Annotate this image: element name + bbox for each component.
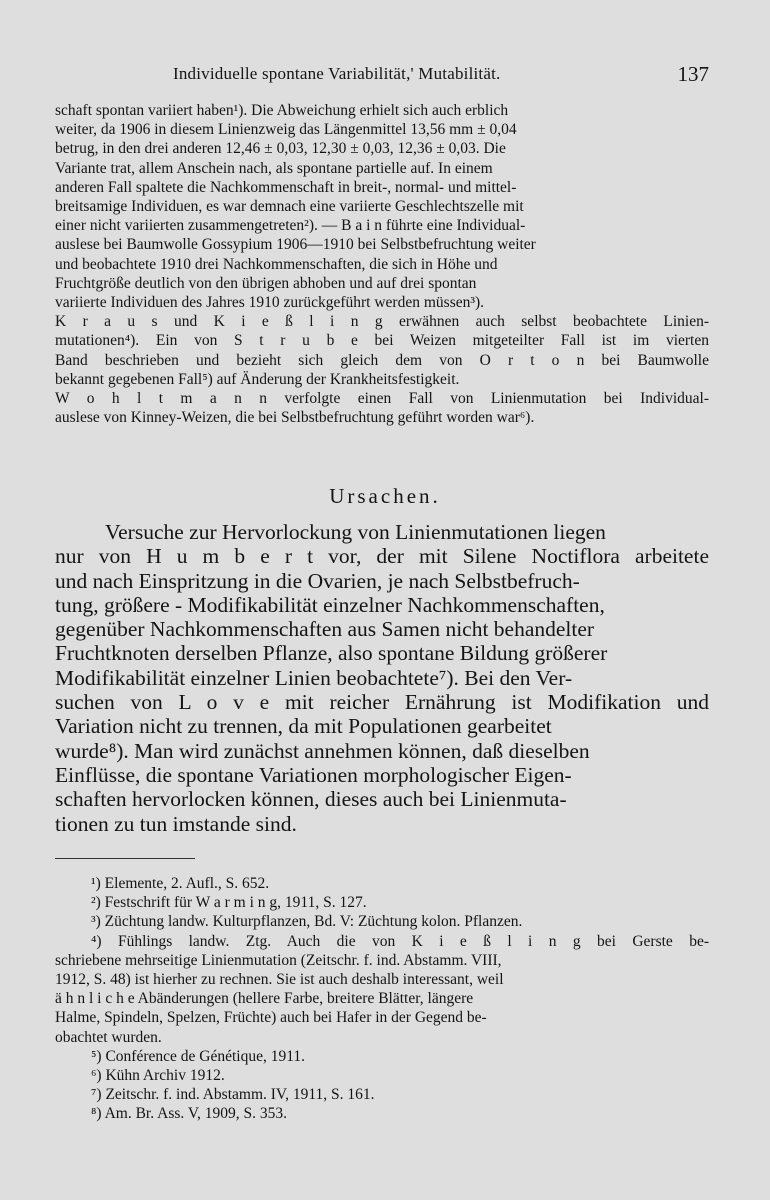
text-line: Variation nicht zu trennen, da mit Populationen gearbeitet xyxy=(55,714,552,739)
text-line: mutationen⁴). Ein von S t r u b e bei Weizen mitgeteilter Fall ist im vierten xyxy=(55,332,709,350)
text-line: Fruchtgröße deutlich von den übrigen abhoben und auf drei spontan xyxy=(55,274,477,292)
footnote-line: ⁸) Am. Br. Ass. V, 1909, S. 353. xyxy=(91,1105,288,1123)
text-line: Band beschrieben und bezieht sich gleich dem von O r t o n bei Baumwolle xyxy=(55,351,709,369)
footnote-line: 1912, S. 48) ist hierher zu rechnen. Sie ist auch deshalb interessant, weil xyxy=(55,971,504,989)
text-line: Einflüsse, die spontane Variationen morphologischer Eigen- xyxy=(55,762,572,787)
text-line: und nach Einspritzung in die Ovarien, je nach Selbstbefruch- xyxy=(55,568,580,593)
page-number: 137 xyxy=(677,62,709,86)
text-line: gegenüber Nachkommenschaften aus Samen nicht behandelter xyxy=(55,617,595,642)
text-line: Variante trat, allem Anschein nach, als spontane partielle auf. In einem xyxy=(55,159,493,177)
text-line: Versuche zur Hervorlockung von Linienmutationen liegen xyxy=(105,520,606,544)
text-line: suchen von L o v e mit reicher Ernährung ist Modifikation und xyxy=(55,690,709,715)
text-line: nur von H u m b e r t vor, der mit Silene Noctiflora arbeitete xyxy=(55,544,709,569)
text-line: Fruchtknoten derselben Pflanze, also spontane Bildung größerer xyxy=(55,641,608,666)
footnote-line: ³) Züchtung landw. Kulturpflanzen, Bd. V: Züchtung kolon. Pflanzen. xyxy=(91,913,523,931)
text-line: auslese von Kinney-Weizen, die bei Selbstbefruchtung geführt worden war⁶). xyxy=(55,409,535,427)
text-line: tung, größere - Modifikabilität einzelner Nachkommenschaften, xyxy=(55,592,605,617)
text-line: weiter, da 1906 in diesem Linienzweig das Längenmittel 13,56 mm ± 0,04 xyxy=(55,121,517,139)
footnote-line: Halme, Spindeln, Spelzen, Früchte) auch bei Hafer in der Gegend be- xyxy=(55,1009,487,1027)
text-line: betrug, in den drei anderen 12,46 ± 0,03, 12,30 ± 0,03, 12,36 ± 0,03. Die xyxy=(55,140,506,158)
text-line: schaften hervorlocken können, dieses auch bei Linienmuta- xyxy=(55,787,567,812)
section-heading: Ursachen. xyxy=(329,484,441,508)
text-line: schaft spontan variiert haben¹). Die Abweichung erhielt sich auch erblich xyxy=(55,102,509,119)
footnote-line: ⁷) Zeitschr. f. ind. Abstamm. IV, 1911, S. 161. xyxy=(91,1086,375,1104)
footnotes xyxy=(55,874,709,1124)
body-paragraph-continued xyxy=(55,101,709,427)
text-line: bekannt gegebenen Fall⁵) auf Änderung der Krankheitsfestigkeit. xyxy=(55,370,460,388)
running-head xyxy=(55,60,715,90)
text-line: variierte Individuen des Jahres 1910 zurückgeführt werden müssen³). xyxy=(55,294,485,312)
footnote-line: ²) Festschrift für W a r m i n g, 1911, S. 127. xyxy=(91,894,367,912)
text-line: wurde⁸). Man wird zunächst annehmen können, daß dieselben xyxy=(55,738,590,763)
footnote-line: ⁴) Fühlings landw. Ztg. Auch die von K i e ß l i n g bei Gerste be- xyxy=(91,932,709,950)
footnote-line: obachtet wurden. xyxy=(55,1028,162,1046)
text-line: Modifikabilität einzelner Linien beobachtete⁷). Bei den Ver- xyxy=(55,665,573,690)
text-line: tionen zu tun imstande sind. xyxy=(55,811,297,836)
text-line: auslese bei Baumwolle Gossypium 1906—1910 bei Selbstbefruchtung weiter xyxy=(55,236,536,254)
text-line: breitsamige Individuen, es war demnach eine variierte Geschlechtszelle mit xyxy=(55,198,524,216)
text-line: anderen Fall spaltete die Nachkommenschaft in breit-, normal- und mittel- xyxy=(55,178,517,196)
footnote-line: ¹) Elemente, 2. Aufl., S. 652. xyxy=(91,875,270,892)
footnote-line: ⁵) Conférence de Génétique, 1911. xyxy=(91,1047,305,1065)
body-paragraph-causes xyxy=(55,520,709,836)
footnote-line: ⁶) Kühn Archiv 1912. xyxy=(91,1067,225,1085)
text-line: einer nicht variierten zusammengetreten²). — B a i n führte eine Individual- xyxy=(55,217,526,235)
footnote-line: ä h n l i c h e Abänderungen (hellere Farbe, breitere Blätter, längere xyxy=(55,990,474,1008)
text-line: und beobachtete 1910 drei Nachkommenschaften, die sich in Höhe und xyxy=(55,255,498,273)
running-title: Individuelle spontane Variabilität,' Mutabilität. xyxy=(173,64,501,83)
text-line: K r a u s und K i e ß l i n g erwähnen auch selbst beobachtete Linien- xyxy=(55,313,709,331)
footnote-separator xyxy=(55,858,195,859)
text-line: W o h l t m a n n verfolgte einen Fall von Linienmutation bei Individual- xyxy=(55,390,709,408)
footnote-line: schriebene mehrseitige Linienmutation (Zeitschr. f. ind. Abstamm. VIII, xyxy=(55,951,502,969)
